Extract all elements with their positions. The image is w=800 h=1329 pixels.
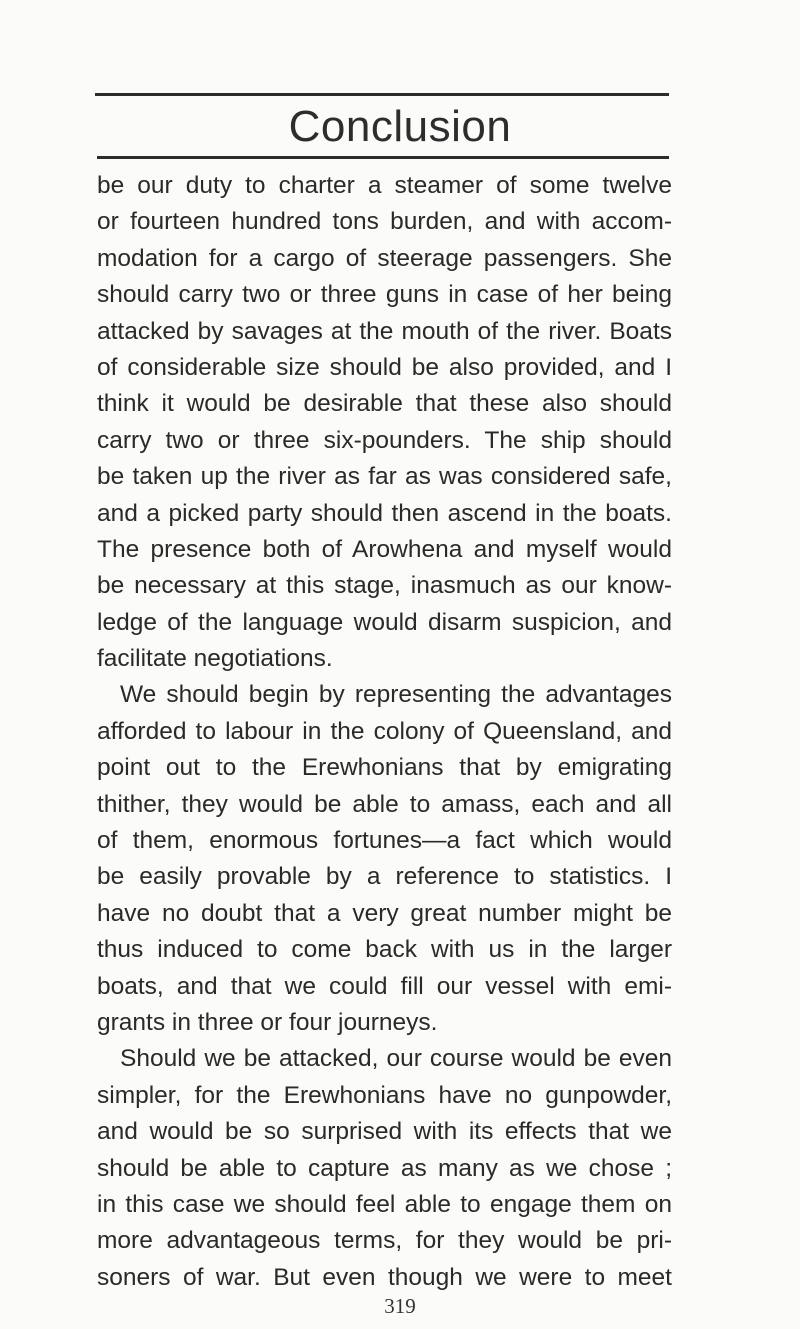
text-line: The presence both of Arowhena and myself would xyxy=(97,535,672,563)
text-line: and a picked party should then ascend in the boats. xyxy=(97,499,672,527)
text-line: boats, and that we could fill our vessel with emi- xyxy=(97,972,672,1000)
text-line: or fourteen hundred tons burden, and with accom- xyxy=(97,208,672,236)
body-text xyxy=(97,168,672,1296)
paragraph-end-line: grants in three or four journeys. xyxy=(97,1008,438,1036)
header-rule-bottom xyxy=(97,156,669,159)
text-line: in this case we should feel able to engage them on xyxy=(97,1190,672,1218)
text-line: think it would be desirable that these also should xyxy=(97,390,672,418)
text-line: point out to the Erewhonians that by emigrating xyxy=(97,754,672,782)
text-line: carry two or three six-pounders. The ship should xyxy=(97,426,672,454)
running-head: Conclusion xyxy=(288,102,512,151)
text-line: attacked by savages at the mouth of the river. Boats xyxy=(97,317,672,345)
paragraph-start-line: Should we be attacked, our course would be even xyxy=(120,1045,672,1073)
text-line: be taken up the river as far as was considered safe, xyxy=(97,463,672,491)
text-line: afforded to labour in the colony of Queensland, and xyxy=(97,717,672,745)
text-line: have no doubt that a very great number might be xyxy=(97,899,672,927)
text-line: thus induced to come back with us in the larger xyxy=(97,936,672,964)
text-line: of them, enormous fortunes—a fact which would xyxy=(97,827,672,855)
paragraph-start-line: We should begin by representing the advantages xyxy=(120,681,672,709)
text-line: modation for a cargo of steerage passengers. She xyxy=(97,244,672,272)
text-line: soners of war. But even though we were to meet xyxy=(97,1263,672,1291)
text-line: should be able to capture as many as we chose ; xyxy=(97,1154,672,1182)
text-line: be easily provable by a reference to statistics. I xyxy=(97,863,672,891)
header-rule-top xyxy=(95,93,669,96)
text-line: more advantageous terms, for they would be pri- xyxy=(97,1227,672,1255)
text-line: be necessary at this stage, inasmuch as our know- xyxy=(97,572,672,600)
text-line: and would be so surprised with its effects that we xyxy=(97,1118,672,1146)
paragraph-end-line: facilitate negotiations. xyxy=(97,645,333,673)
text-line: simpler, for the Erewhonians have no gunpowder, xyxy=(97,1081,672,1109)
text-line: thither, they would be able to amass, each and all xyxy=(97,790,672,818)
text-line: be our duty to charter a steamer of some twelve xyxy=(97,172,672,199)
text-line: should carry two or three guns in case of her being xyxy=(97,281,672,309)
text-line: of considerable size should be also provided, and I xyxy=(97,353,672,381)
text-line: ledge of the language would disarm suspicion, and xyxy=(97,608,672,636)
page-number: 319 xyxy=(384,1294,416,1318)
